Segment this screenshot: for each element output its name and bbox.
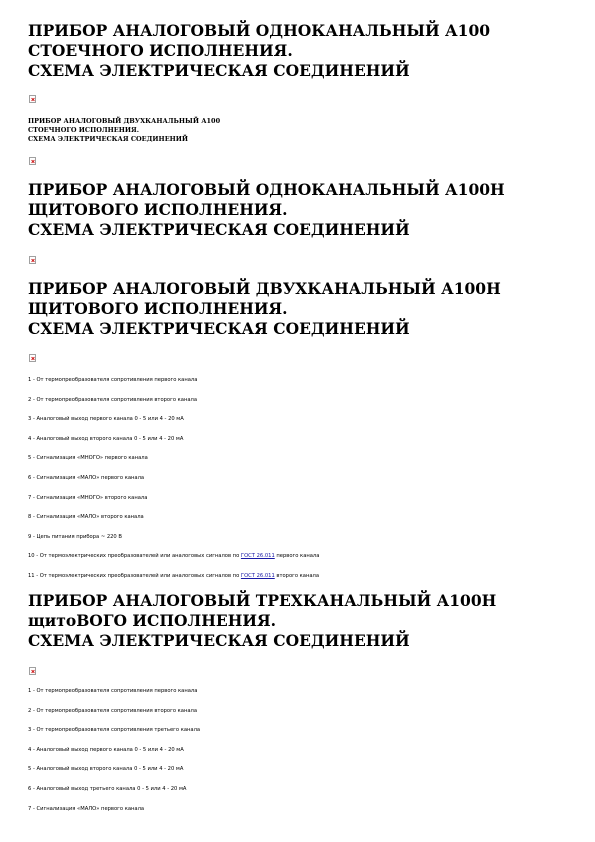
list-item: 1 - От термопреобразователя сопротивления первого канала [28,377,198,383]
broken-image-icon [29,256,36,264]
title-line: СХЕМА ЭЛЕКТРИЧЕСКАЯ СОЕДИНЕНИЙ [28,631,410,650]
list-item: 5 - Сигнализация «МНОГО» первого канала [28,455,148,462]
list-item: 3 - От термопреобразователя сопротивления третьего канала [28,727,201,734]
list-item [28,573,319,593]
broken-image-icon [29,667,36,675]
title-line: ПРИБОР АНАЛОГОВЫЙ ОДНОКАНАЛЬНЫЙ А100Н [28,180,505,199]
title-line: СТОЕЧНОГО ИСПОЛНЕНИЯ. [28,126,140,134]
list-item: 5 - Аналоговый выход второго канала 0 - 5 или 4 - 20 мА [28,766,184,773]
title-line: СХЕМА ЭЛЕКТРИЧЕСКАЯ СОЕДИНЕНИЙ [28,220,410,239]
list-item: 1 - От термопреобразователя сопротивления первого канала [28,688,198,694]
section-title-4 [28,279,501,339]
list-item: 4 - Аналоговый выход первого канала 0 - 5 или 4 - 20 мА [28,746,184,753]
title-line: СХЕМА ЭЛЕКТРИЧЕСКАЯ СОЕДИНЕНИЙ [28,135,189,143]
title-line: СТОЕЧНОГО ИСПОЛНЕНИЯ. [28,41,293,60]
item-text: первого канала [274,553,320,560]
list-item: 9 - Цепь питания прибора ~ 220 В [28,533,122,540]
section-title-5 [28,591,496,651]
broken-image-icon [29,95,36,103]
section-title-3 [28,180,505,240]
item-text: 11 - От термоэлектрических преобразователей или аналоговых сигналов по [28,572,241,579]
gost-link[interactable]: ГОСТ 26.011 [240,572,275,579]
list-item: 3 - Аналоговый выход первого канала 0 - 5 или 4 - 20 мА [28,416,184,423]
list-item: 7 - Сигнализация «МАЛО» первого канала [28,805,145,812]
title-line: ЩИТОВОГО ИСПОЛНЕНИЯ. [28,200,288,219]
section-title-2 [28,117,220,144]
title-line: ЩИТОВОГО ИСПОЛНЕНИЯ. [28,299,288,318]
title-line: ПРИБОР АНАЛОГОВЫЙ ДВУХКАНАЛЬНЫЙ А100Н [28,279,501,298]
list-item: 7 - Сигнализация «МНОГО» второго канала [28,494,148,501]
broken-image-icon [29,354,36,362]
list-item: 2 - От термопреобразователя сопротивления второго канала [28,396,198,403]
legend-list-4 [28,377,319,593]
list-item [28,553,319,573]
title-line: щитоВОГО ИСПОЛНЕНИЯ. [28,611,277,630]
title-line: СХЕМА ЭЛЕКТРИЧЕСКАЯ СОЕДИНЕНИЙ [28,61,410,80]
legend-list-5 [28,688,200,825]
item-text: второго канала [274,572,320,579]
title-line: ПРИБОР АНАЛОГОВЫЙ ОДНОКАНАЛЬНЫЙ А100 [28,21,491,40]
list-item: 2 - От термопреобразователя сопротивления второго канала [28,707,198,714]
list-item: 8 - Сигнализация «МАЛО» второго канала [28,514,144,521]
list-item: 6 - Сигнализация «МАЛО» первого канала [28,474,145,481]
title-line: СХЕМА ЭЛЕКТРИЧЕСКАЯ СОЕДИНЕНИЙ [28,319,410,338]
list-item: 6 - Аналоговый выход третьего канала 0 - 5 или 4 - 20 мА [28,785,187,792]
list-item: 4 - Аналоговый выход второго канала 0 - 5 или 4 - 20 мА [28,435,184,442]
gost-link[interactable]: ГОСТ 26.011 [240,553,275,560]
section-title-1 [28,21,490,81]
title-line: ПРИБОР АНАЛОГОВЫЙ ДВУХКАНАЛЬНЫЙ А100 [28,117,221,125]
item-text: 10 - От термоэлектрических преобразователей или аналоговых сигналов по [28,553,241,560]
broken-image-icon [29,157,36,165]
title-line: ПРИБОР АНАЛОГОВЫЙ ТРЕХКАНАЛЬНЫЙ А100Н [28,591,497,610]
